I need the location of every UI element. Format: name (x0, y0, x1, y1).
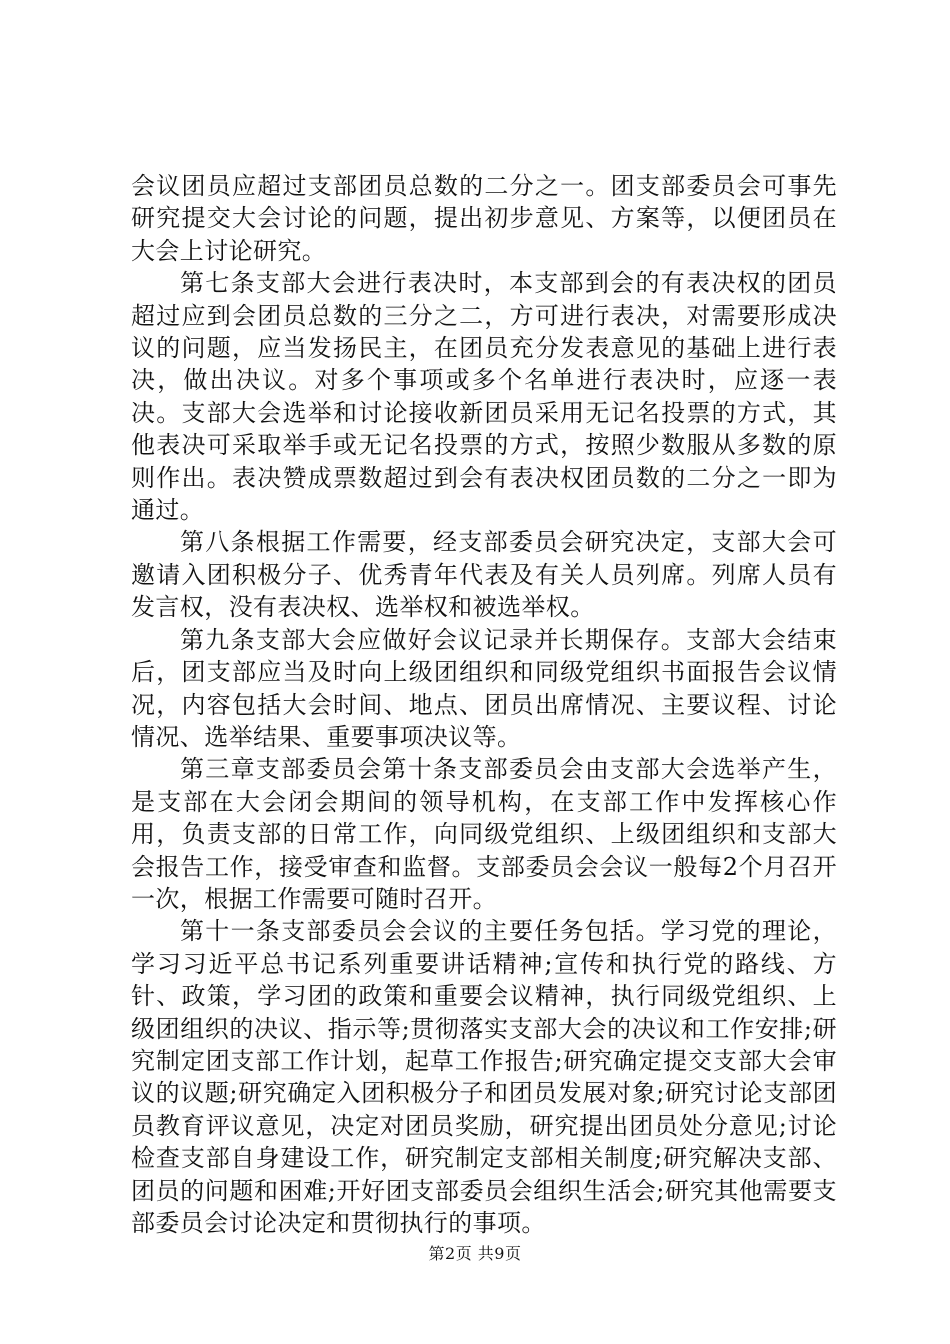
paragraph-article-8: 第八条根据工作需要，经支部委员会研究决定，支部大会可邀请入团积极分子、优秀青年代表及有关人员列席。列席人员有发言权，没有表决权、选举权和被选举权。 (131, 528, 837, 622)
paragraph-article-7: 第七条支部大会进行表决时，本支部到会的有表决权的团员超过应到会团员总数的三分之二，方可进行表决，对需要形成决议的问题，应当发扬民主，在团员充分发表意见的基础上进行表决，做出决议。对多个事项或多个名单进行表决时，应逐一表决。支部大会选举和讨论接收新团员采用无记名投票的方式，其他表决可采取举手或无记名投票的方式，按照少数服从多数的原则作出。表决赞成票数超过到会有表决权团员数的二分之一即为通过。 (131, 269, 837, 525)
document-body (131, 170, 837, 1239)
paragraph-chapter-3-article-10: 第三章支部委员会第十条支部委员会由支部大会选举产生，是支部在大会闭会期间的领导机构，在支部工作中发挥核心作用，负责支部的日常工作，向同级党组织、上级团组织和支部大会报告工作，接受审查和监督。支部委员会会议一般每2个月召开一次，根据工作需要可随时召开。 (131, 755, 837, 913)
paragraph-continuation: 会议团员应超过支部团员总数的二分之一。团支部委员会可事先研究提交大会讨论的问题，提出初步意见、方案等，以便团员在大会上讨论研究。 (131, 172, 837, 265)
page-number-footer: 第2页 共9页 (428, 1244, 522, 1263)
paragraph-article-11: 第十一条支部委员会会议的主要任务包括。学习党的理论，学习习近平总书记系列重要讲话精神;宣传和执行党的路线、方针、政策，学习团的政策和重要会议精神，执行同级党组织、上级团组织的决议、指示等;贯彻落实支部大会的决议和工作安排;研究制定团支部工作计划，起草工作报告;研究确定提交支部大会审议的议题;研究确定入团积极分子和团员发展对象;研究讨论支部团员教育评议意见，决定对团员奖励，研究提出团员处分意见;讨论检查支部自身建设工作，研究制定支部相关制度;研究解决支部、团员的问题和困难;开好团支部委员会组织生活会;研究其他需要支部委员会讨论决定和贯彻执行的事项。 (131, 917, 837, 1237)
paragraph-article-9: 第九条支部大会应做好会议记录并长期保存。支部大会结束后，团支部应当及时向上级团组织和同级党组织书面报告会议情况，内容包括大会时间、地点、团员出席情况、主要议程、讨论情况、选举结果、重要事项决议等。 (131, 625, 837, 751)
